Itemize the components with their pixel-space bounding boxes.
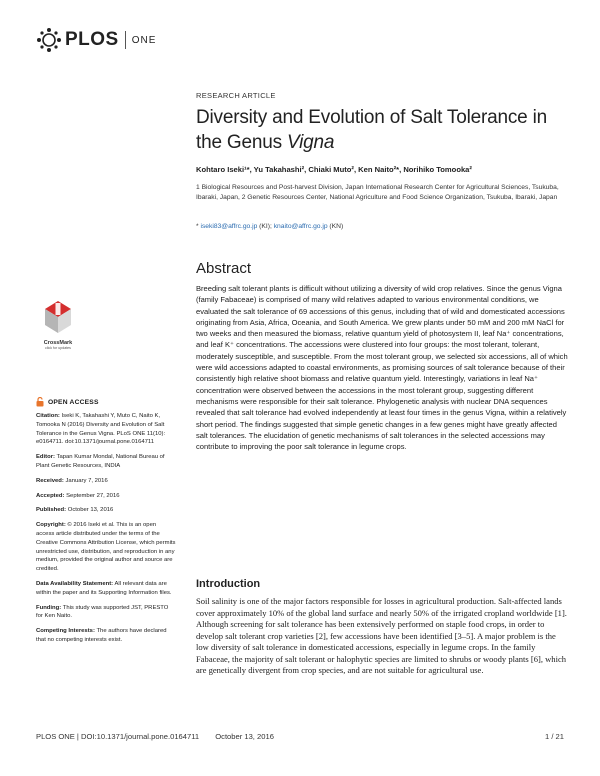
abstract-heading: Abstract [196, 260, 252, 277]
email-star: * [196, 223, 199, 230]
intro-heading: Introduction [196, 578, 261, 590]
intro-body [196, 596, 568, 677]
title-main: Diversity and Evolution of Salt Tolerance in the Genus [196, 107, 547, 153]
received-label: Received: [36, 477, 64, 484]
citation-text: Iseki K, Takahashi Y, Muto C, Naito K, Tomooka N (2016) Diversity and Evolution of Salt Tolerance in the Genus Vigna. PLoS ONE 11(10): e0164711. doi:10.1371/journal.pone.0164711 [36, 413, 166, 446]
sidebar-citation [36, 412, 176, 447]
funding-label: Funding: [36, 604, 62, 611]
data-availability-text: All relevant data are within the paper and its Supporting Information files. [36, 580, 172, 596]
competing-interests-text: The authors have declared that no competing interests exist. [36, 628, 167, 643]
sidebar-editor [36, 453, 176, 471]
open-access-label: OPEN ACCESS [48, 398, 99, 406]
footer-doi: PLOS ONE | DOI:10.1371/journal.pone.0164711 [36, 732, 200, 741]
page-footer [36, 732, 564, 741]
sidebar-copyright [36, 521, 176, 574]
citation-label: Citation: [36, 413, 60, 419]
corresponding-emails [196, 223, 566, 230]
crossmark-label: CrossMark [43, 340, 73, 346]
email-link-iseki[interactable]: iseki83@affrc.go.jp [200, 223, 258, 230]
abstract-text: Breeding salt tolerant plants is difficult without utilizing a diversity of wild crop relatives. Since the genus Vigna (family Fabaceae) is comprised of many wild relatives adapted to various environmental conditions, we evaluated the salt tolerance of 69 accessions of this genus, including that of wild and domesticated accessions originating from Asia, Africa, Oceania, and South America. We grew plants under 50 mM and 200 mM NaCl for two weeks and then measured the biomass, relative quantum yield of photosystem II, leaf Na⁺ concentrations, and leaf K⁺ concentrations. The accessions were clustered into four groups: the most tolerant, tolerant, moderately susceptible, and susceptible. From the most tolerant group, we selected six accessions, all of which were wild accessions adapted to coastal environments, as promising sources of salt tolerance because of their consistently high relative shoot biomass and relative quantum yield. Interestingly, variations in leaf Na⁺ concentration were observed between the accessions in the most tolerant group, suggesting different mechanisms were responsible for their salt tolerance. Phylogenetic analysis with nuclear DNA sequences revealed that salt tolerance had evolved independently at least four times in the genus Vigna, within a relatively short period. The findings suggested that simple genetic changes in a few genes might have greatly affected salt tolerances. The elucidation of genetic mechanisms of salt tolerances in the selected accessions may contribute to improving the poor salt tolerance in legume crops. [196, 284, 568, 452]
crossmark-icon [44, 300, 72, 334]
published-text: October 13, 2016 [67, 507, 114, 514]
affiliations: 1 Biological Resources and Post-harvest Division, Japan International Research Center for Agricultural Sciences, Tsukuba, Ibaraki, Japan, 2 Genetic Resources Center, National Agriculture and Food Science Organization, Tsukuba, Ibaraki, Japan [196, 184, 559, 201]
open-lock-icon [36, 397, 44, 407]
intro-text: Soil salinity is one of the major factors responsible for losses in agricultural production. Salt-affected lands cover approximately 10% of the global land surface and nearly 50% of the irrigated cropland worldwide [1]. Although screening for salt tolerance has been extensively performed on staple food crops, in order to develop salt tolerant crop varieties [2], few accessions have been identified [3–5]. A major problem is the low diversity of salt tolerance in domesticated accessions, especially in legume crops. In the family Fabaceae, the majority of salt tolerant or halophytic species are limited to shrubs or woody plants [6], which are genetically divergent from crop species, and are not suitable for agricultural use. [196, 596, 567, 675]
data-availability-label: Data Availability Statement: [36, 580, 114, 587]
footer-date: October 13, 2016 [215, 732, 274, 741]
title-italic: Vigna [286, 132, 335, 153]
editor-label: Editor: [36, 454, 55, 461]
sidebar-received [36, 477, 176, 486]
sidebar-competing-interests [36, 627, 176, 645]
abstract-body [196, 283, 568, 452]
crossmark-badge[interactable] [38, 300, 78, 350]
author-list: Kohtaro Iseki¹*, Yu Takahashi², Chiaki Muto², Ken Naito²*, Norihiko Tomooka² [196, 165, 472, 174]
sidebar-data-availability [36, 580, 176, 598]
footer-left [36, 732, 274, 741]
sidebar-metadata [36, 412, 176, 651]
sidebar-accepted [36, 492, 176, 501]
email-tail: (KN) [327, 223, 344, 230]
editor-text: Tapan Kumar Mondal, National Bureau of Plant Genetic Resources, INDIA [36, 454, 165, 469]
journal-name: PLOS [65, 29, 119, 50]
article-title [196, 105, 566, 155]
plos-dots-icon [36, 27, 62, 53]
sidebar-published [36, 506, 176, 515]
email-link-naito[interactable]: knaito@affrc.go.jp [273, 223, 328, 230]
journal-logo[interactable] [36, 26, 156, 54]
competing-interests-label: Competing Interests: [36, 628, 95, 635]
logo-divider [125, 31, 126, 49]
journal-sub: ONE [131, 34, 157, 46]
article-type: RESEARCH ARTICLE [196, 91, 276, 100]
received-text: January 7, 2016 [65, 477, 108, 484]
sidebar-funding [36, 604, 176, 622]
email-sep: (KI); [257, 223, 274, 230]
open-access-badge [36, 397, 99, 407]
copyright-text: © 2016 Iseki et al. This is an open access article distributed under the terms of the Creative Commons Attribution License, which permits unrestricted use, distribution, and reproduction in any medium, provided the original author and source are credited. [36, 522, 176, 573]
crossmark-sub: click for updates [45, 346, 71, 350]
copyright-label: Copyright: [36, 522, 66, 529]
funding-text: This study was supported JST, PRESTO for Ken Naito. [36, 604, 169, 620]
page-number: 1 / 21 [545, 732, 564, 741]
accepted-text: September 27, 2016 [66, 492, 120, 499]
accepted-label: Accepted: [36, 492, 65, 499]
published-label: Published: [36, 507, 67, 514]
